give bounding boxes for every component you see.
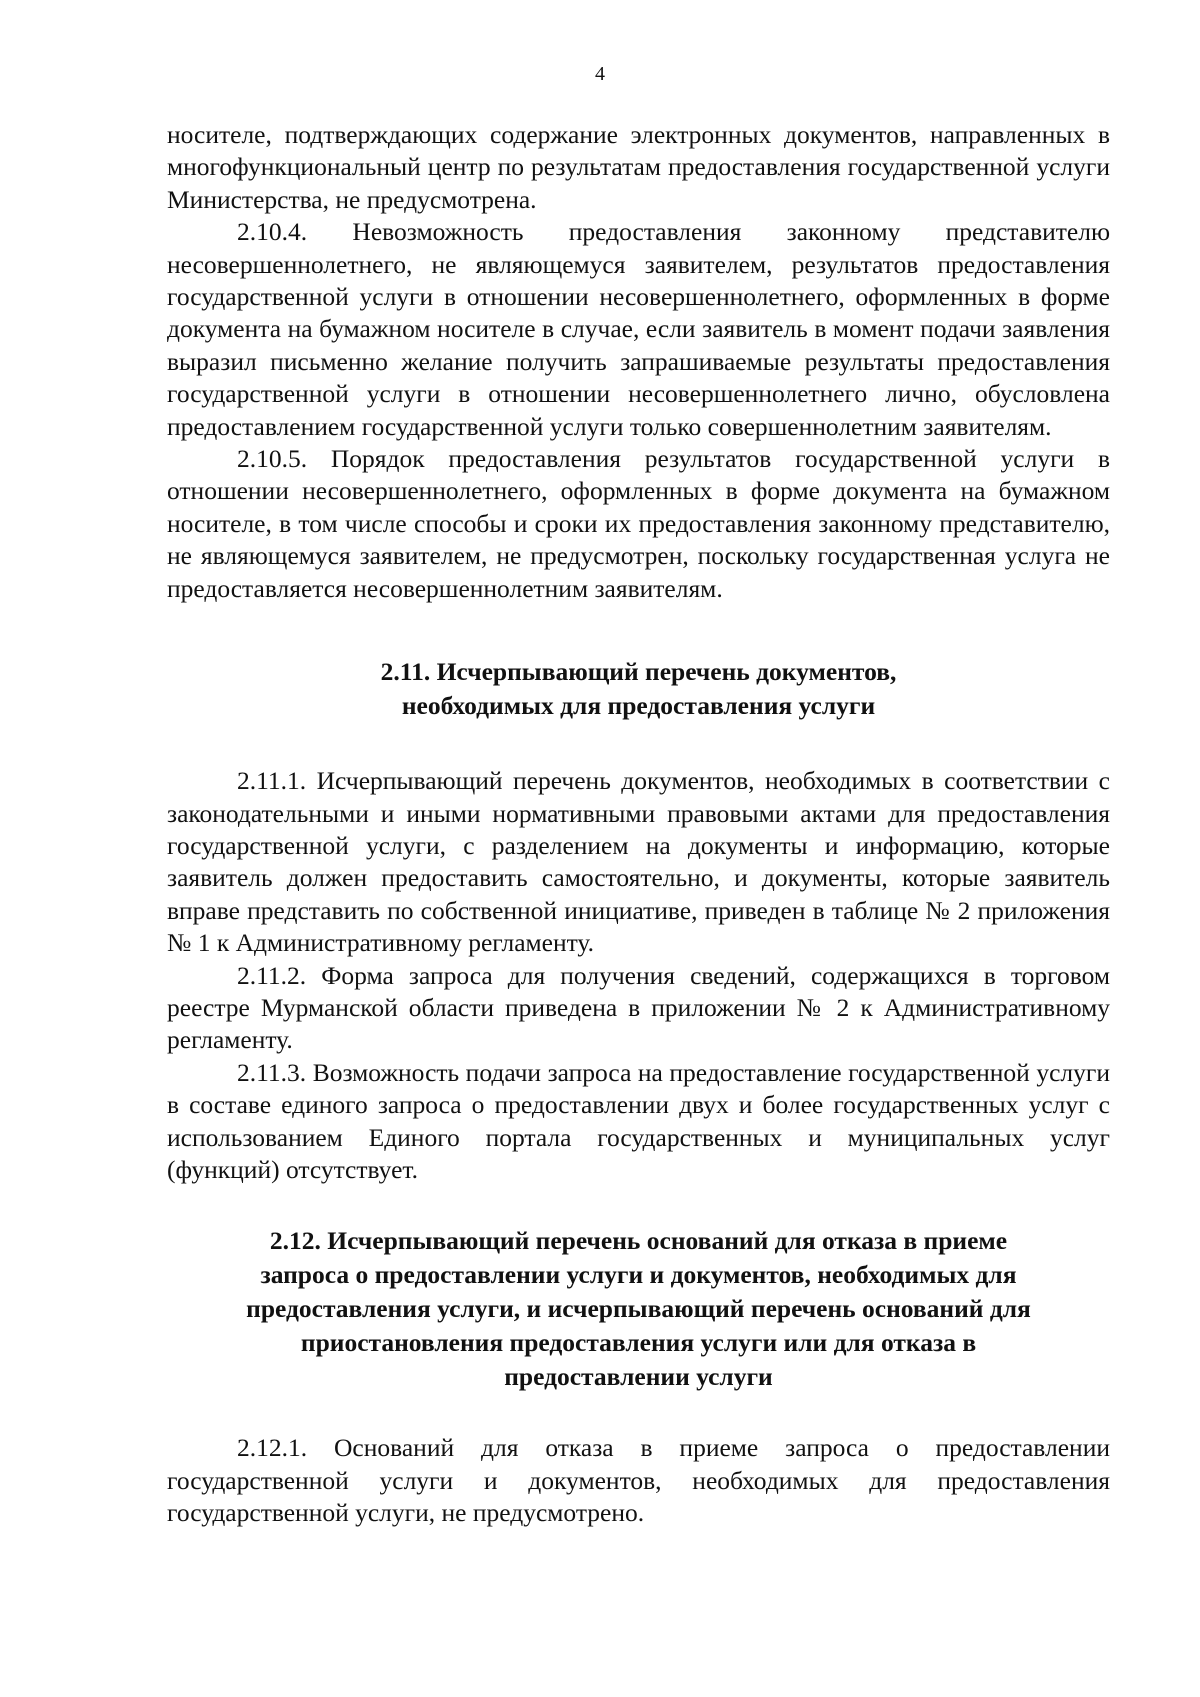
heading-line: предоставлении услуги [504,1362,773,1392]
paragraph-2-10-4: 2.10.4. Невозможность предоставления законному представителю несовершеннолетнего, не являющемуся заявителем, результатов предоставления государственной услуги в отношении несовершеннолетнего, оформленных в форме документа на бумажном носителе в случае, если заявитель в момент подачи заявления выразил письменно желание получить запрашиваемые результаты предоставления государственной услуги в отношении несовершеннолетнего лично, обусловлена предоставлением государственной услуги только совершеннолетним заявителям. [167,217,1110,441]
heading-line: приостановления предоставления услуги или для отказа в [300,1328,977,1358]
document-body [167,119,1110,1530]
heading-line: 2.11. Исчерпывающий перечень документов, [380,657,897,687]
section-heading-2-12 [167,1224,1110,1394]
page-number: 4 [595,63,605,85]
heading-line: 2.12. Исчерпывающий перечень оснований для отказа в приеме [269,1226,1008,1256]
heading-line: необходимых для предоставления услуги [401,691,876,721]
paragraph-2-11-3: 2.11.3. Возможность подачи запроса на предоставление государственной услуги в составе единого запроса о предоставлении двух и более государственных услуг с использованием Единого портала государственных и муниципальных услуг (функций) отсутствует. [167,1057,1110,1184]
paragraph-2-11-2: 2.11.2. Форма запроса для получения сведений, содержащихся в торговом реестре Мурманской области приведена в приложении № 2 к Административному регламенту. [167,960,1110,1055]
paragraph-2-12-1: 2.12.1. Оснований для отказа в приеме запроса о предоставлении государственной услуги и документов, необходимых для предоставления государственной услуги, не предусмотрено. [167,1433,1110,1528]
paragraph-2-10-5: 2.10.5. Порядок предоставления результатов государственной услуги в отношении несовершеннолетнего, оформленных в форме документа на бумажном носителе, в том числе способы и сроки их предоставления законному представителю, не являющемуся заявителем, не предусмотрен, поскольку государственная услуга не предоставляется несовершеннолетним заявителям. [167,444,1110,603]
paragraph-continuation: носителе, подтверждающих содержание электронных документов, направленных в многофункциональный центр по результатам предоставления государственной услуги Министерства, не предусмотрена. [167,120,1110,214]
heading-line: запроса о предоставлении услуги и документов, необходимых для [260,1260,1017,1290]
heading-line: предоставления услуги, и исчерпывающий перечень оснований для [246,1294,1031,1324]
section-heading-2-11 [167,655,1110,723]
paragraph-2-11-1: 2.11.1. Исчерпывающий перечень документов, необходимых в соответствии с законодательными и иными нормативными правовыми актами для предоставления государственной услуги, с разделением на документы и информацию, которые заявитель должен предоставить самостоятельно, и документы, которые заявитель вправе представить по собственной инициативе, приведен в таблице № 2 приложения № 1 к Административному регламенту. [167,766,1110,958]
